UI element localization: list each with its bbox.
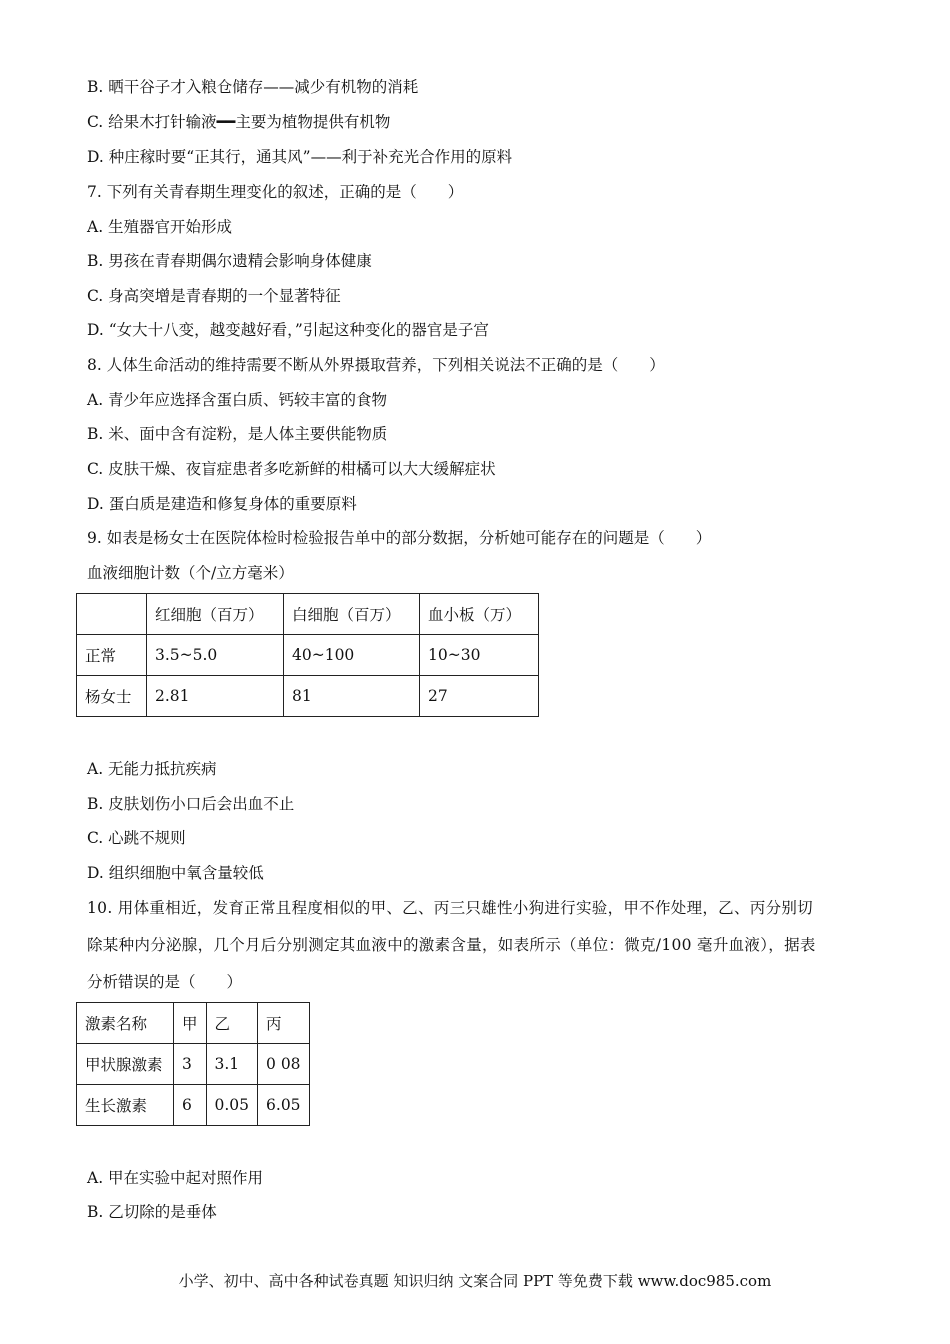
question-8-option-d: D. 蛋白质是建造和修复身体的重要原料: [87, 495, 357, 513]
question-9-table-caption: 血液细胞计数（个/立方毫米）: [87, 564, 294, 582]
table-cell: 生长激素: [77, 1085, 174, 1126]
table-header-cell: 白细胞（百万）: [284, 594, 420, 635]
question-8-option-a: A. 青少年应选择含蛋白质、钙较丰富的食物: [87, 391, 388, 409]
table-header-cell: 丙: [258, 1003, 310, 1044]
table-cell: 27: [420, 676, 539, 717]
question-7-option-b: B. 男孩在青春期偶尔遗精会影响身体健康: [87, 252, 372, 270]
table-cell: 正常: [77, 635, 147, 676]
question-10-option-a: A. 甲在实验中起对照作用: [87, 1169, 264, 1187]
table-cell: 6: [174, 1085, 207, 1126]
question-7-option-c: C. 身高突增是青春期的一个显著特征: [87, 287, 341, 305]
table-header-cell: [77, 594, 147, 635]
question-10-option-b: B. 乙切除的是垂体: [87, 1203, 217, 1221]
table-cell: 40~100: [284, 635, 420, 676]
table-header-cell: 红细胞（百万）: [147, 594, 284, 635]
table-cell: 3.5~5.0: [147, 635, 284, 676]
blood-cell-count-table: [76, 593, 539, 717]
question-9-option-d: D. 组织细胞中氧含量较低: [87, 864, 264, 882]
option-d-planting-spacing: D. 种庄稼时要“正其行，通其风”——利于补充光合作用的原料: [87, 148, 513, 166]
table-cell: 甲状腺激素: [77, 1044, 174, 1085]
question-8-option-c: C. 皮肤干燥、夜盲症患者多吃新鲜的柑橘可以大大缓解症状: [87, 460, 496, 478]
table-header-row: [77, 1003, 310, 1044]
question-10-stem-line-2: 除某种内分泌腺，几个月后分别测定其血液中的激素含量，如表所示（单位：微克/100 毫升血液），据表: [87, 936, 816, 954]
table-cell: 0.05: [206, 1085, 258, 1126]
table-header-cell: 乙: [206, 1003, 258, 1044]
option-b-grain-storage: B. 晒干谷子才入粮仓储存——减少有机物的消耗: [87, 78, 419, 96]
table-cell: 10~30: [420, 635, 539, 676]
question-10-stem-line-3: 分析错误的是（ ）: [87, 973, 243, 991]
table-row: [77, 1044, 310, 1085]
table-cell: 6.05: [258, 1085, 310, 1126]
question-9-stem: 9. 如表是杨女士在医院体检时检验报告单中的部分数据，分析她可能存在的问题是（ ）: [87, 529, 712, 547]
question-9-option-b: B. 皮肤划伤小口后会出血不止: [87, 795, 295, 813]
question-9-option-a: A. 无能力抵抗疾病: [87, 760, 217, 778]
question-10-stem-line-1: 10. 用体重相近，发育正常且程度相似的甲、乙、丙三只雄性小狗进行实验，甲不作处理，乙、丙分别切: [87, 899, 813, 917]
table-cell: 2.81: [147, 676, 284, 717]
question-9-option-c: C. 心跳不规则: [87, 829, 186, 847]
table-cell: 81: [284, 676, 420, 717]
question-8-option-b: B. 米、面中含有淀粉，是人体主要供能物质: [87, 425, 388, 443]
table-header-cell: 激素名称: [77, 1003, 174, 1044]
question-7-stem: 7. 下列有关青春期生理变化的叙述，正确的是（ ）: [87, 183, 464, 201]
table-row: [77, 1085, 310, 1126]
page-footer: 小学、初中、高中各种试卷真题 知识归纳 文案合同 PPT 等免费下载 www.doc985.com: [178, 1272, 772, 1290]
question-7-option-d: D. “女大十八变，越变越好看，”引起这种变化的器官是子宫: [87, 321, 489, 339]
table-cell: 0 08: [258, 1044, 310, 1085]
question-8-stem: 8. 人体生命活动的维持需要不断从外界摄取营养，下列相关说法不正确的是（ ）: [87, 356, 665, 374]
table-header-cell: 甲: [174, 1003, 207, 1044]
table-cell: 3.1: [206, 1044, 258, 1085]
table-header-row: [77, 594, 539, 635]
hormone-content-table: [76, 1002, 310, 1126]
option-c-fruit-tree-infusion: C. 给果木打针输液━━主要为植物提供有机物: [87, 113, 391, 131]
table-cell: 杨女士: [77, 676, 147, 717]
table-row: [77, 635, 539, 676]
table-cell: 3: [174, 1044, 207, 1085]
question-7-option-a: A. 生殖器官开始形成: [87, 218, 233, 236]
table-row: [77, 676, 539, 717]
table-header-cell: 血小板（万）: [420, 594, 539, 635]
